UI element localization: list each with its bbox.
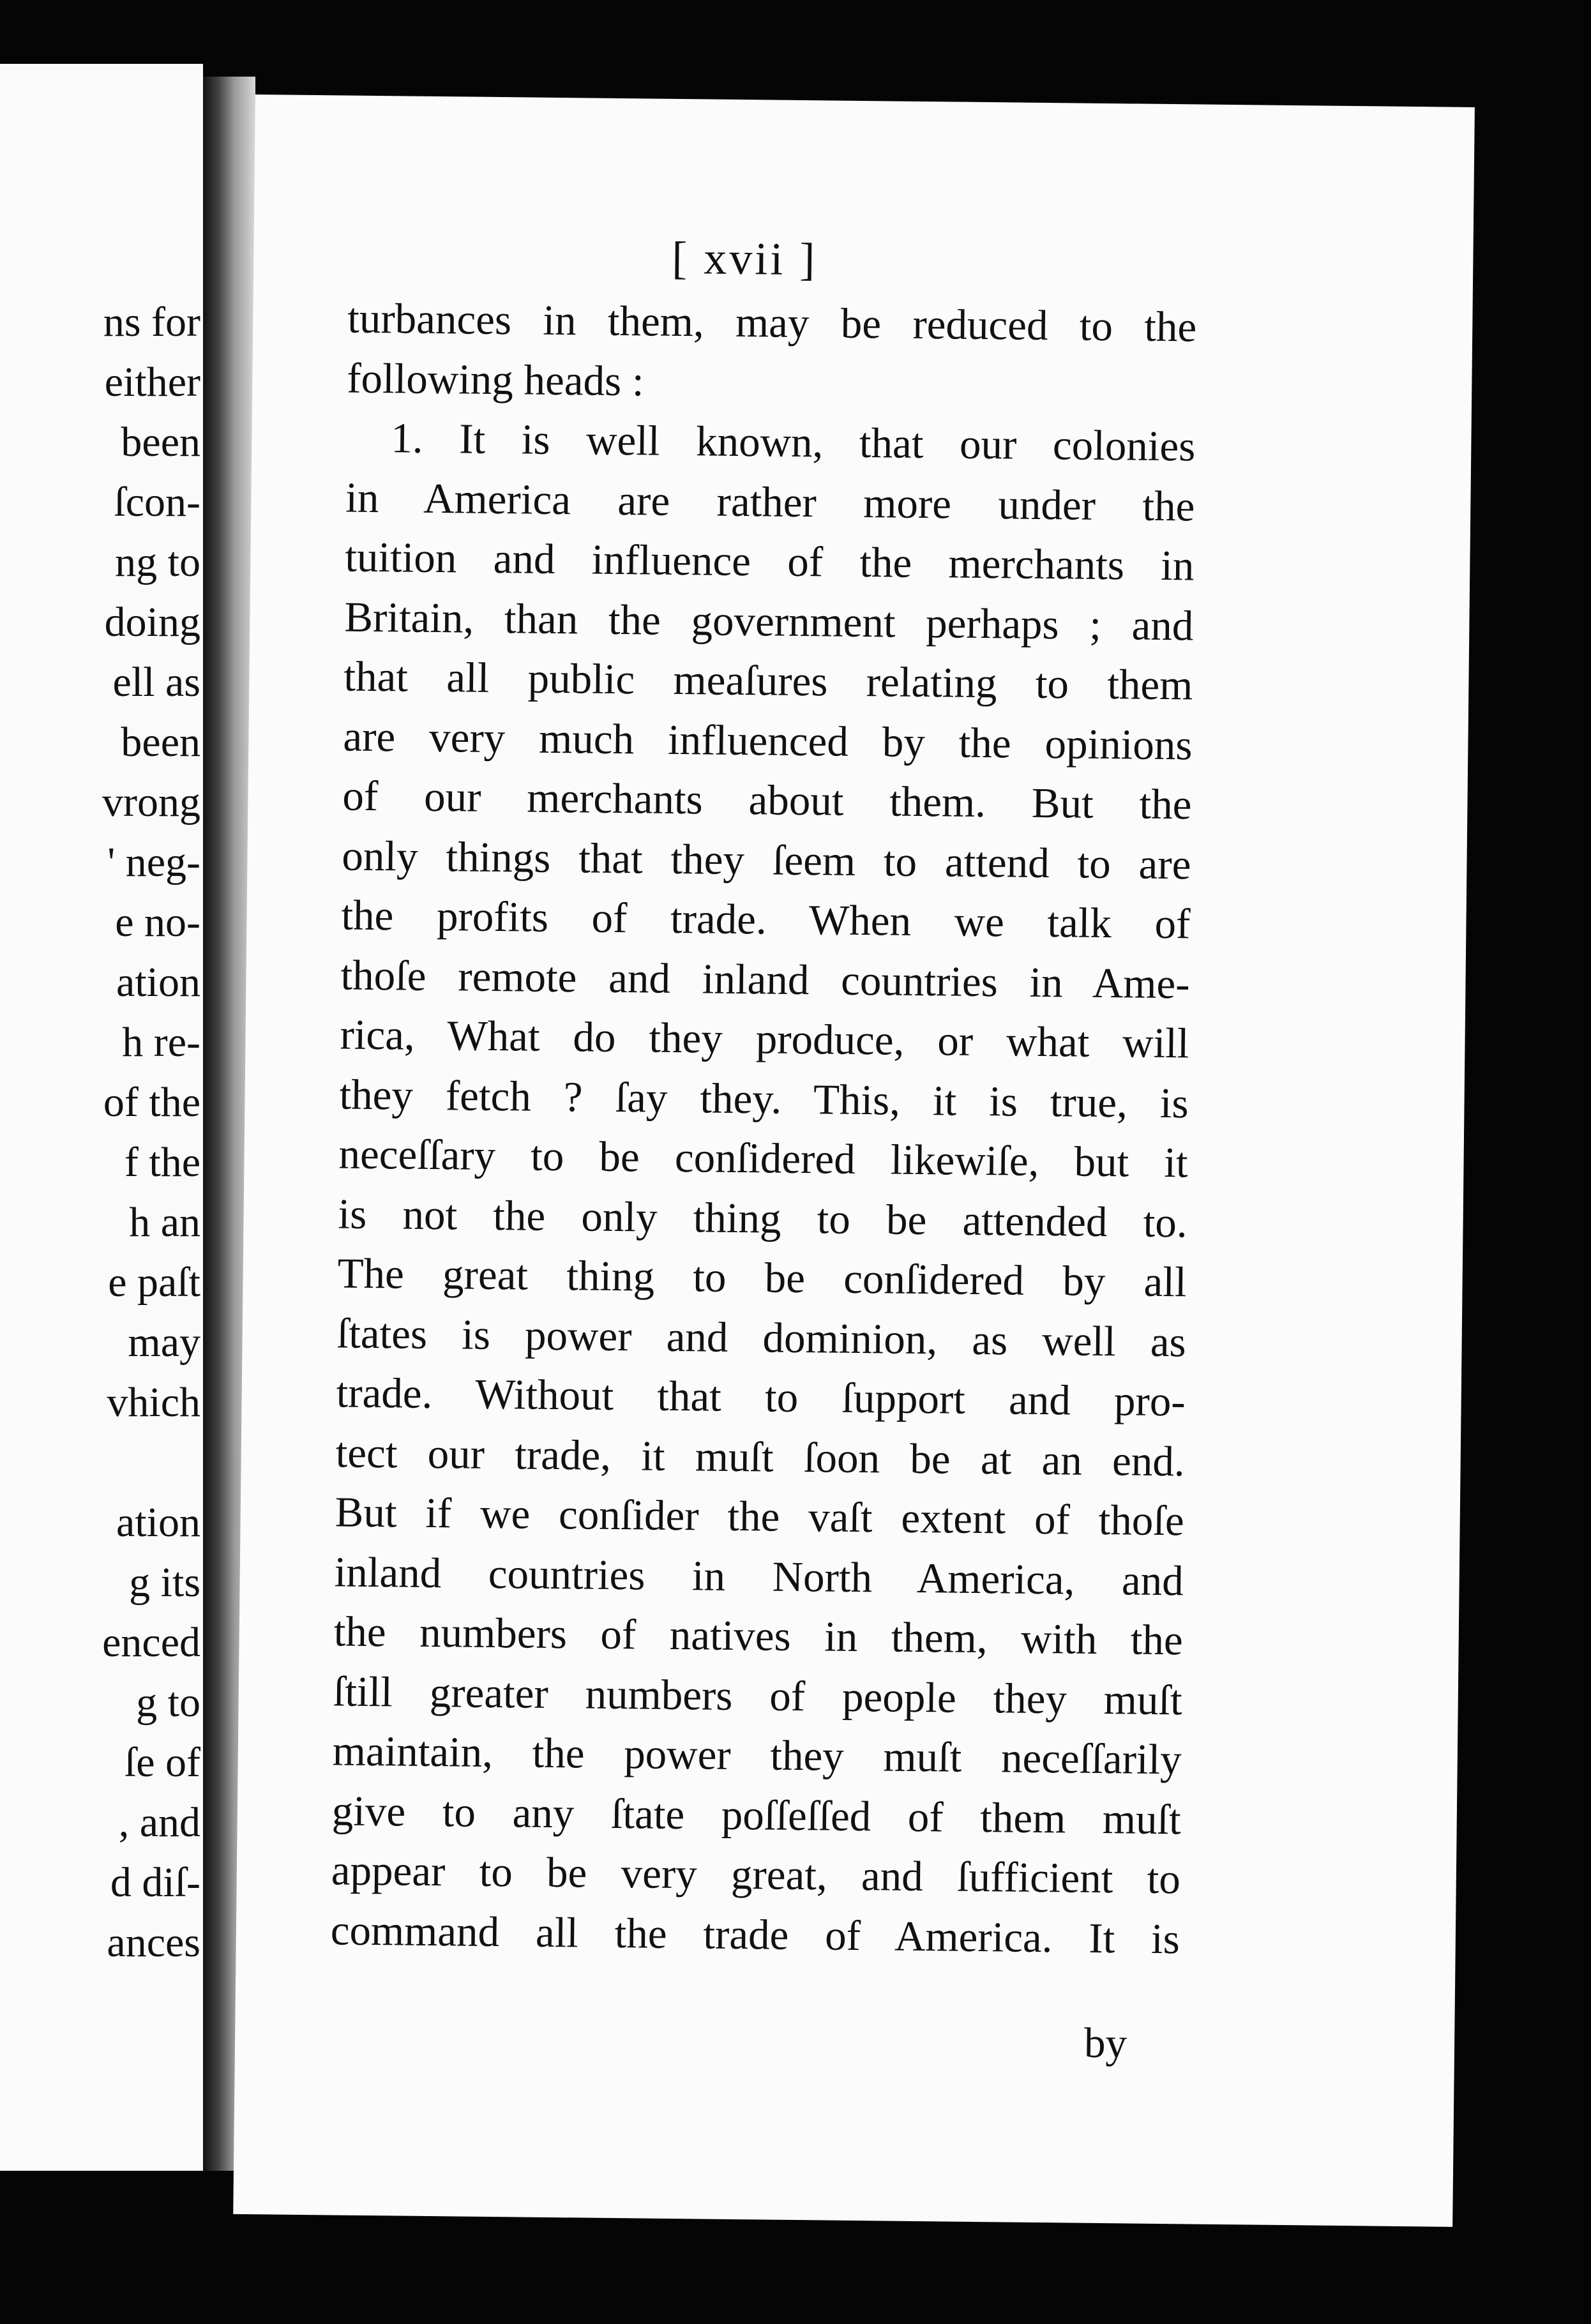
left-page-line: h an	[129, 1199, 200, 1246]
left-page-line: been	[121, 419, 200, 465]
text-line: they fetch ? ſay they. This, it is true, is	[339, 1070, 1189, 1127]
left-page-line: f the	[124, 1139, 200, 1186]
main-page	[233, 94, 1475, 2227]
text-line: But if we conſider the vaſt extent of thoſe	[335, 1488, 1185, 1545]
page-number-header: [ xvii ]	[671, 232, 818, 285]
left-page-line: enced	[102, 1619, 200, 1666]
left-page-line: may	[128, 1319, 200, 1366]
text-line: rica, What do they produce, or what will	[340, 1011, 1189, 1068]
text-line: ſtill greater numbers of people they muſt	[333, 1667, 1183, 1724]
left-page-line: ng to	[115, 539, 200, 585]
left-page-line: d diſ-	[110, 1859, 200, 1906]
text-line: thoſe remote and inland countries in Ame-	[340, 951, 1190, 1007]
left-page-line: g to	[136, 1679, 200, 1726]
left-page-line: ell as	[112, 659, 200, 706]
left-page-line: e no-	[115, 899, 200, 946]
text-line: turbances in them, may be reduced to the	[347, 294, 1197, 351]
text-line: 1. It is well known, that our colonies	[390, 414, 1196, 471]
text-line: give to any ſtate poſſeſſed of them muſt	[331, 1786, 1182, 1843]
text-line: The great thing to be conſidered by all	[337, 1249, 1187, 1306]
text-line: maintain, the power they muſt neceſſarily	[332, 1727, 1182, 1784]
left-page-line: , and	[118, 1799, 200, 1846]
left-page-line: vrong	[102, 779, 200, 826]
text-line: the profits of trade. When we talk of	[341, 891, 1191, 948]
left-page-line: doing	[104, 599, 200, 645]
text-line: tect our trade, it muſt ſoon be at an end.	[335, 1428, 1186, 1485]
left-page-line: e paſt	[108, 1259, 200, 1306]
left-page-line: g its	[129, 1559, 200, 1606]
left-page-line: vhich	[107, 1379, 200, 1426]
left-page-line: been	[121, 719, 200, 766]
text-line: trade. Without that to ſupport and pro-	[336, 1369, 1186, 1426]
text-line: of our merchants about them. But the	[342, 772, 1192, 829]
left-page-line: of the	[103, 1079, 200, 1126]
text-line: in America are rather more under the	[345, 474, 1195, 530]
left-page-line: ſe of	[124, 1739, 200, 1786]
left-page-line: h re-	[122, 1019, 200, 1066]
left-page-line: ſcon-	[114, 479, 200, 525]
text-line: tuition and influence of the merchants in	[345, 533, 1195, 590]
text-line: Britain, than the government perhaps ; and	[344, 593, 1194, 649]
page-text-body	[330, 289, 1196, 1970]
text-line: appear to be very great, and ſufficient to	[331, 1846, 1181, 1903]
left-page-line: ation	[116, 1499, 200, 1546]
left-facing-page	[0, 64, 203, 2171]
left-page-line: ' neg-	[107, 839, 200, 886]
left-page-line: either	[104, 359, 200, 405]
text-line: is not the only thing to be attended to.	[338, 1189, 1188, 1246]
left-page-line: ation	[116, 959, 200, 1006]
text-line: command all the trade of America. It is	[330, 1906, 1180, 1963]
text-line: inland countries in North America, and	[334, 1548, 1184, 1604]
catchword: by	[1083, 2019, 1127, 2067]
text-line: neceſſary to be conſidered likewiſe, but it	[338, 1130, 1188, 1187]
text-line: the numbers of natives in them, with the	[333, 1608, 1184, 1664]
text-line: only things that they ſeem to attend to are	[342, 831, 1191, 888]
left-page-line: ns for	[103, 299, 200, 345]
text-line: ſtates is power and dominion, as well as	[336, 1309, 1187, 1366]
left-page-line: ances	[107, 1919, 200, 1966]
text-line: are very much influenced by the opinions	[343, 712, 1193, 769]
text-line: that all public meaſures relating to them	[343, 653, 1193, 709]
text-line: following heads :	[346, 354, 644, 405]
